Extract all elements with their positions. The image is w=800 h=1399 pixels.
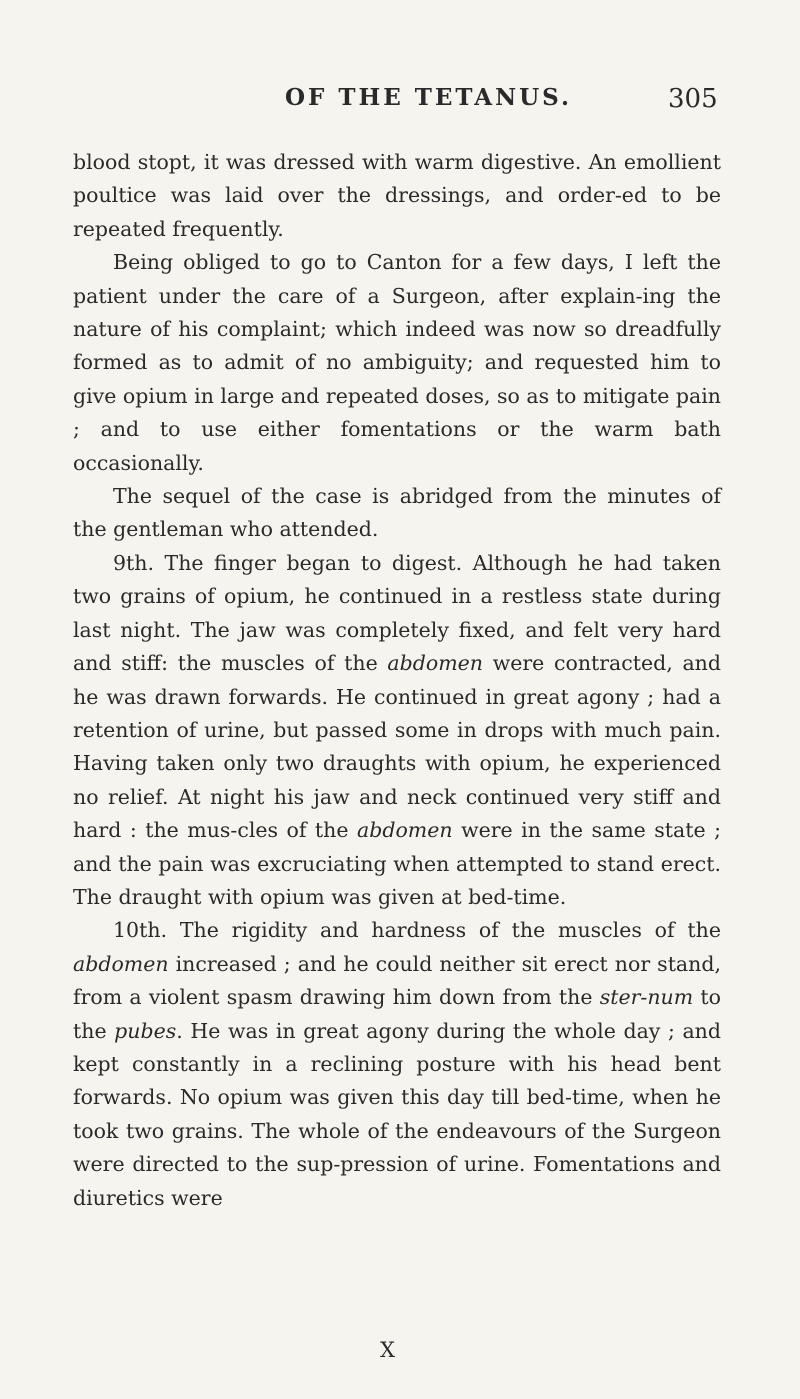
text-run: . He was in great agony during the whole day ; and kept constantly in a reclining posture with his head bent forwards. No opium was given this day till bed-time, when he took two grains. The whole of the endeavours of the Surgeon were directed to the sup-pression of urine. Fomentations and diuretics were — [73, 1018, 722, 1210]
paragraph — [73, 480, 721, 547]
text-run: were contracted, and he was drawn forwards. He continued in great agony ; had a retention of urine, but passed some in drops with much pain. Having taken only two draughts with opium, he experienced no relief. At night his jaw and neck continued very stiff and hard : the mus-cles of the — [73, 651, 722, 843]
body-text — [73, 146, 721, 1215]
text-run: 9th. The finger began to digest. Although he had taken two grains of opium, he continued in a restless state during last night. The jaw was completely fixed, and felt very hard and stiff: the muscles of the — [73, 550, 721, 676]
running-title: OF THE TETANUS. — [285, 84, 572, 111]
paragraph — [73, 547, 721, 914]
italic-term: abdomen — [357, 818, 453, 843]
signature-mark: X — [380, 1338, 395, 1362]
paragraph — [73, 246, 721, 480]
page-number: 305 — [668, 84, 718, 114]
italic-term: pubes — [114, 1018, 177, 1043]
text-run: were in the same state ; and the pain was excruciating when attempted to stand erect. The draught with opium was given at bed-time. — [73, 818, 721, 909]
paragraph — [73, 914, 721, 1215]
italic-term: abdomen — [73, 951, 169, 976]
text-run: blood stopt, it was dressed with warm digestive. An emollient poultice was laid over the dressings, and order-ed to be repeated frequently. — [73, 150, 721, 241]
paragraph — [73, 146, 721, 246]
italic-term: ster-num — [599, 985, 694, 1010]
text-run: 10th. The rigidity and hardness of the muscles of the — [113, 918, 721, 943]
text-run: increased ; and he could neither sit erect nor stand, from a violent spasm drawing him down from the — [73, 951, 721, 1010]
text-run: Being obliged to go to Canton for a few days, I left the patient under the care of a Surgeon, after explain-ing the nature of his complaint; which indeed was now so dreadfully formed as to admit of no ambiguity; and requested him to give opium in large and repeated doses, so as to mitigate pain ; and to use either fomentations or the warm bath occasionally. — [73, 250, 721, 475]
text-run: The sequel of the case is abridged from the minutes of the gentleman who attended. — [73, 484, 721, 542]
italic-term: abdomen — [387, 651, 483, 676]
running-head — [0, 84, 800, 128]
text-run: to the — [73, 985, 721, 1043]
